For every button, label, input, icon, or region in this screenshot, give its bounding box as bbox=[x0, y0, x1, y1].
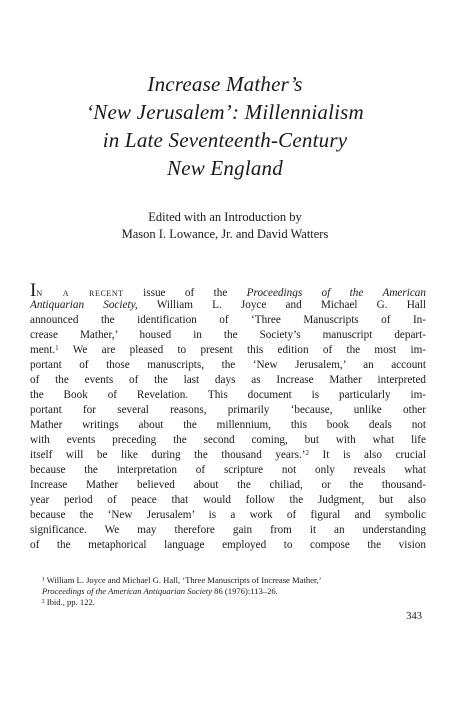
editor-names: Mason I. Lowance, Jr. and David Watters bbox=[121, 227, 329, 241]
body-text-span: It is also crucial bbox=[308, 449, 426, 461]
body-line: of the metaphorical language employed to compose the vision bbox=[30, 539, 426, 551]
body-line: announced the identification of ‘Three Manuscripts of In- bbox=[30, 314, 426, 326]
footnote-ref: 2 bbox=[305, 449, 309, 457]
page-number: 343 bbox=[406, 611, 422, 622]
journal-title: Antiquarian Society, bbox=[30, 299, 138, 311]
body-line bbox=[30, 298, 426, 313]
article-title bbox=[0, 70, 450, 182]
body-line: because the interpretation of scripture not only reveals what bbox=[30, 464, 426, 476]
title-line: New England bbox=[167, 156, 283, 180]
body-text-span: issue of the bbox=[123, 287, 247, 298]
body-line bbox=[30, 283, 426, 298]
footnote-1 bbox=[30, 575, 426, 597]
body-line: with events preceding the second coming, but with what life bbox=[30, 434, 426, 446]
body-line: because the ‘New Jerusalem’ is a work of figural and symbolic bbox=[30, 509, 426, 521]
body-line: Increase Mather believed about the chiliad, or the thousand- bbox=[30, 479, 426, 491]
editor-credit bbox=[0, 209, 450, 243]
footnote-2: ² Ibid., pp. 122. bbox=[42, 597, 95, 607]
title-line: in Late Seventeenth-Century bbox=[102, 128, 348, 152]
footnote-journal-title: Proceedings of the American Antiquarian Society bbox=[42, 586, 213, 596]
body-line: of the events of the last days as Increase Mather interpreted bbox=[30, 374, 426, 386]
small-caps-opening: n a recent bbox=[36, 287, 124, 298]
body-line: portant of those manuscripts, the ‘New Jerusalem,’ an account bbox=[30, 359, 426, 371]
footnotes bbox=[30, 575, 426, 608]
body-text-span: We are pleased to present this edition of the most im- bbox=[58, 344, 426, 356]
article-body bbox=[30, 283, 426, 553]
title-line: Increase Mather’s bbox=[147, 72, 303, 96]
body-line: portant for several reasons, primarily ‘because, unlike other bbox=[30, 404, 426, 416]
footnote-text: 86 (1976):113–26. bbox=[212, 586, 278, 596]
body-text-span: William L. Joyce and Michael G. Hall bbox=[137, 299, 426, 311]
body-text-span: ment. bbox=[30, 344, 56, 356]
title-line: ‘New Jerusalem’: Millennialism bbox=[86, 100, 364, 124]
body-line: Mather writings about the millennium, this book deals not bbox=[30, 419, 426, 431]
body-line bbox=[30, 343, 426, 358]
body-text-span: itself will be like during the thousand years.’ bbox=[30, 449, 306, 461]
body-line: significance. We may therefore gain from it an understanding bbox=[30, 524, 426, 536]
body-line: the Book of Revelation. This document is particularly im- bbox=[30, 389, 426, 401]
footnote-text: ¹ William L. Joyce and Michael G. Hall, ‘Three Manuscripts of Increase Mather,’ bbox=[42, 575, 322, 585]
body-line bbox=[30, 448, 426, 463]
body-line: year period of peace that would follow the Judgment, but also bbox=[30, 494, 426, 506]
body-line: crease Mather,’ housed in the Society’s manuscript depart- bbox=[30, 329, 426, 341]
drop-cap: I bbox=[30, 283, 37, 298]
journal-title: Proceedings of the American bbox=[246, 287, 426, 298]
editor-line: Edited with an Introduction by bbox=[148, 210, 302, 224]
footnote-ref: 1 bbox=[55, 344, 59, 352]
